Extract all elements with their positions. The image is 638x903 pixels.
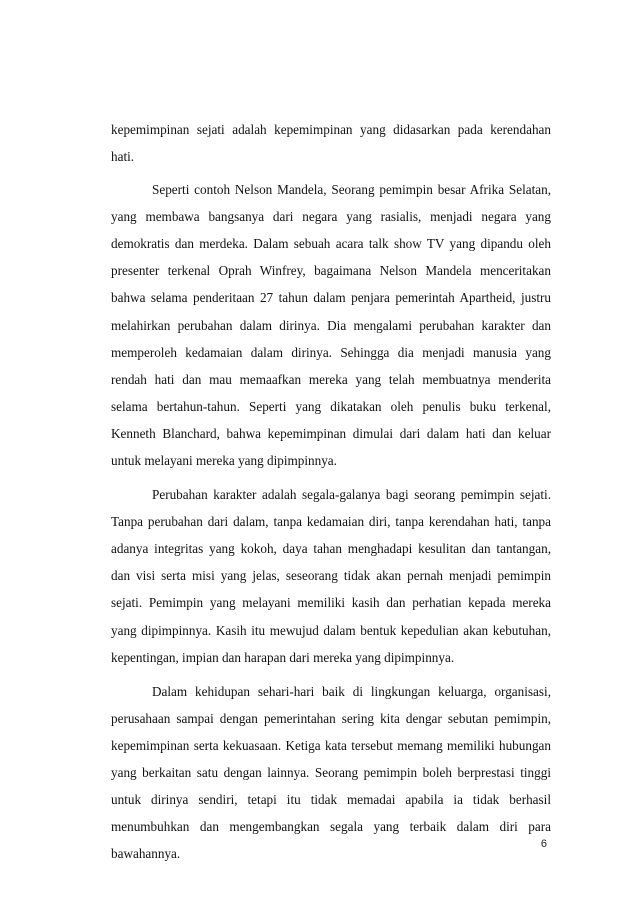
paragraph-2-line-3: demokratis dan merdeka. Dalam sebuah acara talk show TV yang dipandu oleh — [111, 236, 551, 251]
paragraph-4-line-5: untuk dirinya sendiri, tetapi itu tidak memadai apabila ia tidak berhasil — [111, 792, 551, 807]
paragraph-3-line-3: adanya integritas yang kokoh, daya tahan menghadapi kesulitan dan tantangan, — [111, 541, 551, 556]
paragraph-2-line-9: selama bertahun-tahun. Seperti yang dikatakan oleh penulis buku terkenal, — [111, 399, 551, 414]
paragraph-3-line-7: kepentingan, impian dan harapan dari mereka yang dipimpinnya. — [111, 650, 455, 665]
paragraph-2-line-4: presenter terkenal Oprah Winfrey, bagaimana Nelson Mandela menceritakan — [111, 263, 551, 278]
paragraph-2-line-7: memperoleh kedamaian dalam dirinya. Sehingga dia menjadi manusia yang — [111, 345, 551, 360]
paragraph-2-line-8: rendah hati dan mau memaafkan mereka yang telah membuatnya menderita — [111, 372, 551, 387]
page-number: 6 — [540, 838, 547, 850]
paragraph-2-line-10: Kenneth Blanchard, bahwa kepemimpinan dimulai dari dalam hati dan keluar — [111, 426, 551, 441]
paragraph-2-line-6: melahirkan perubahan dalam dirinya. Dia mengalami perubahan karakter dan — [111, 318, 551, 333]
paragraph-3-line-4: dan visi serta misi yang jelas, seseorang tidak akan pernah menjadi pemimpin — [111, 568, 551, 583]
paragraph-3-line-5: sejati. Pemimpin yang melayani memiliki kasih dan perhatian kepada mereka — [111, 595, 551, 610]
paragraph-4-line-1: Dalam kehidupan sehari-hari baik di lingkungan keluarga, organisasi, — [152, 684, 551, 699]
paragraph-4-line-6: menumbuhkan dan mengembangkan segala yang terbaik dalam diri para — [111, 819, 551, 834]
paragraph-2-line-2: yang membawa bangsanya dari negara yang rasialis, menjadi negara yang — [111, 209, 551, 224]
paragraph-4-line-3: kepemimpinan serta kekuasaan. Ketiga kata tersebut memang memiliki hubungan — [111, 738, 551, 753]
paragraph-4-line-7: bawahannya. — [111, 846, 181, 861]
paragraph-4-line-4: yang berkaitan satu dengan lainnya. Seorang pemimpin boleh berprestasi tinggi — [111, 765, 551, 780]
paragraph-2-line-5: bahwa selama penderitaan 27 tahun dalam penjara pemerintah Apartheid, justru — [111, 290, 551, 305]
paragraph-3-line-2: Tanpa perubahan dari dalam, tanpa kedamaian diri, tanpa kerendahan hati, tanpa — [111, 514, 551, 529]
paragraph-2-line-1: Seperti contoh Nelson Mandela, Seorang pemimpin besar Afrika Selatan, — [152, 182, 551, 197]
paragraph-2-line-11: untuk melayani mereka yang dipimpinnya. — [111, 453, 337, 468]
paragraph-3-line-1: Perubahan karakter adalah segala-galanya bagi seorang pemimpin sejati. — [152, 487, 551, 502]
paragraph-1-line-1: kepemimpinan sejati adalah kepemimpinan yang didasarkan pada kerendahan — [111, 122, 551, 137]
paragraph-3-line-6: yang dipimpinnya. Kasih itu mewujud dalam bentuk kepedulian akan kebutuhan, — [111, 623, 551, 638]
paragraph-1-line-2: hati. — [111, 149, 135, 164]
paragraph-4-line-2: perusahaan sampai dengan pemerintahan sering kita dengar sebutan pemimpin, — [111, 711, 551, 726]
